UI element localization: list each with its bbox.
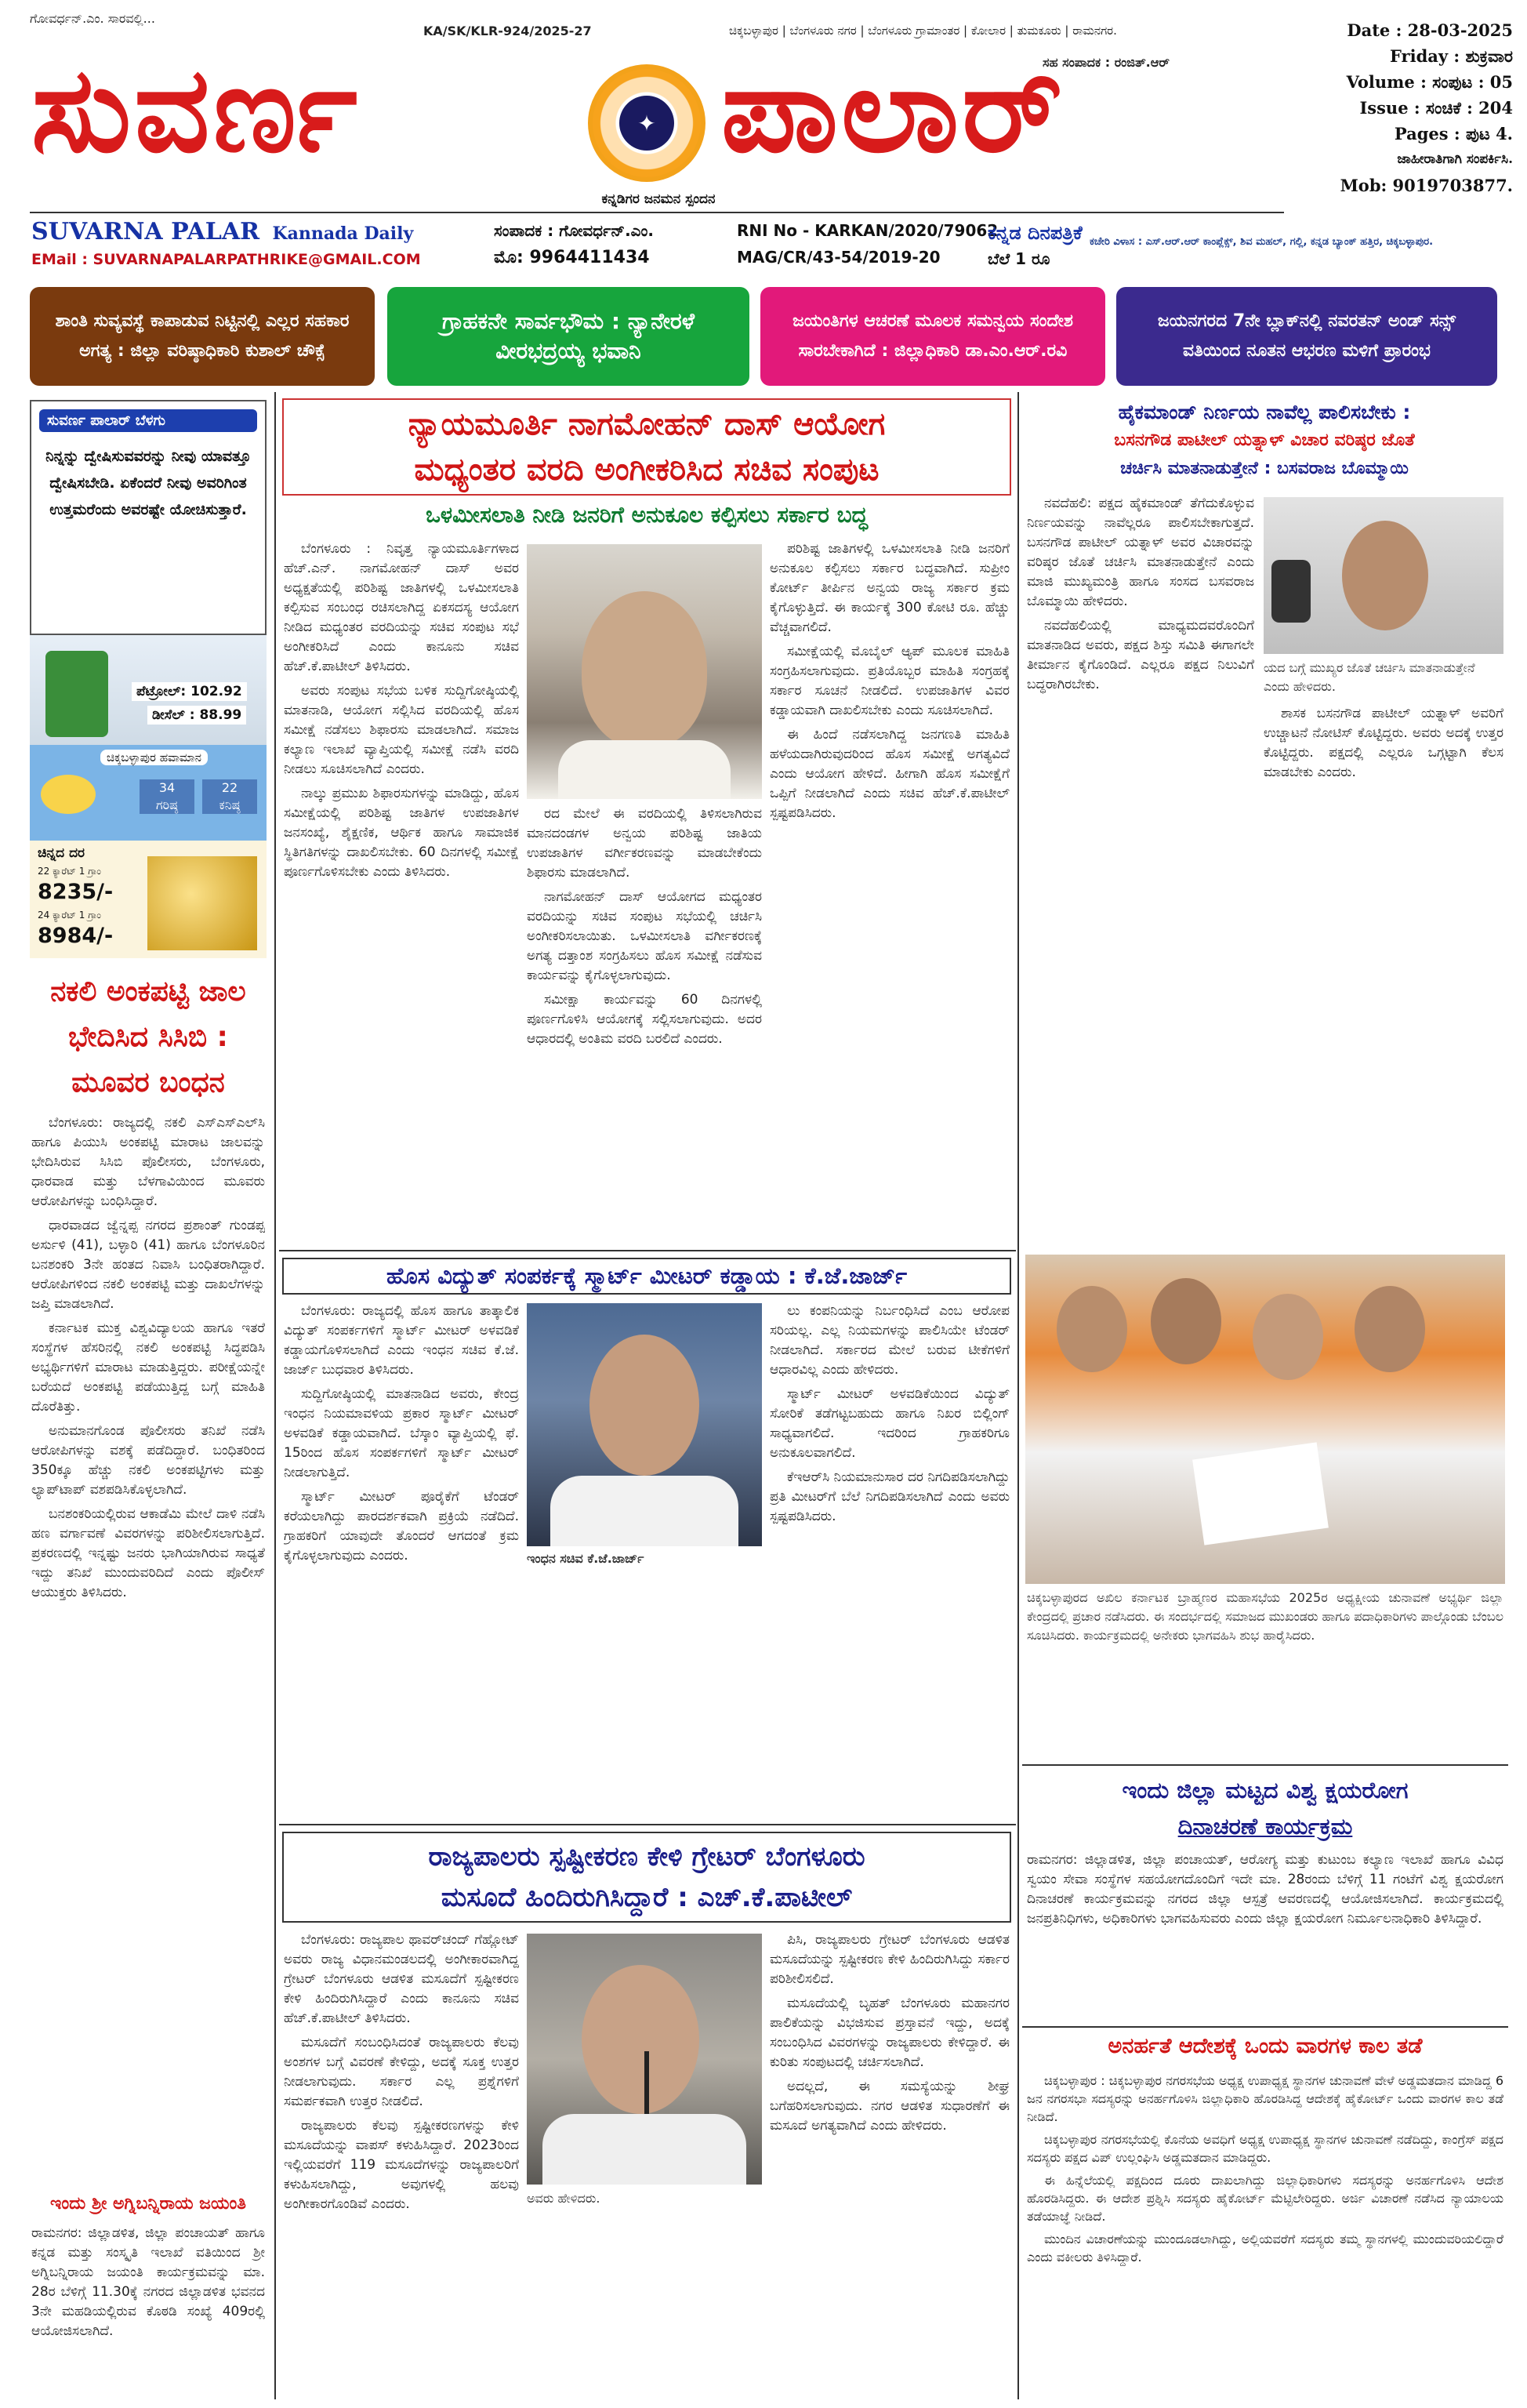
portrait-body-shape [550, 1476, 738, 1546]
issue-day: Friday : ಶುಕ್ರವಾರ [1390, 46, 1513, 66]
governor-photo-caption: ಅವರು ಹೇಳಿದರು. [527, 2191, 600, 2206]
petrol-price: ಪೆಟ್ರೋಲ್: 102.92 [132, 682, 247, 701]
promo-text-2: ಗ್ರಾಹಕನೇ ಸಾರ್ವಭೌಮ : ನ್ಯಾನೇರಳೆ ವೀರಭದ್ರಯ್ಯ ಭವಾನಿ [441, 308, 695, 364]
english-name [31, 218, 413, 245]
email-address: EMail : SUVARNAPALARPATHRIKE@GMAIL.COM [31, 251, 421, 268]
co-editor: ಸಹ ಸಂಪಾದಕ : ರಂಜಿತ್.ಆರ್ [1043, 55, 1170, 70]
fuel-price-box [30, 635, 267, 745]
sun-cloud-icon [41, 775, 96, 814]
lead-headline-line1: ನ್ಯಾಯಮೂರ್ತಿ ನಾಗಮೋಹನ್ ದಾಸ್ ಆಯೋಗ [408, 406, 886, 442]
mag-number: MAG/CR/43-54/2019-20 [737, 248, 941, 267]
person-shape-4 [1355, 1286, 1425, 1372]
right-top-headline [1025, 398, 1503, 483]
gold-24-price: 8984/- [38, 924, 114, 948]
tb-headline [1025, 1772, 1505, 1844]
price: ಬೆಲೆ 1 ರೂ [988, 249, 1050, 268]
right-top-headline-line3: ಚರ್ಚಿಸಿ ಮಾತನಾಡುತ್ತೇನೆ : ಬಸವರಾಜ ಬೊಮ್ಮಾಯಿ [1120, 459, 1409, 478]
meter-headline: ಹೊಸ ವಿದ್ಯುತ್ ಸಂಪರ್ಕಕ್ಕೆ ಸ್ಮಾರ್ಟ್ ಮೀಟರ್ ಕಡ್ಡಾಯ : ಕೆ.ಜೆ.ಜಾರ್ಜ್ [282, 1258, 1011, 1295]
governor-column-2 [770, 1930, 1010, 2393]
meter-col2-para-3: ಕೆಇಆರ್‌ಸಿ ನಿಯಮಾನುಸಾರ ದರ ನಿಗದಿಪಡಿಸಲಾಗಿದ್ದು ಪ್ರತಿ ಮೀಟರ್‌ಗೆ ಬೆಲೆ ನಿಗದಿಪಡಿಸಲಾಗಿದೆ ಎಂದು ಅವರು ಸ್ಪಷ್ಟಪಡಿಸಿದರು. [770, 1469, 1010, 1524]
masthead-title-left: ಸುವರ್ಣ [31, 41, 361, 179]
daily-quote-title: ಸುವರ್ಣ ಪಾಲಾರ್ ಬೆಳಗು [39, 409, 257, 432]
bommai-photo-caption: ಯದ ಬಗ್ಗೆ ಮುಖ್ಯರ ಜೊತೆ ಚರ್ಚಿಸಿ ಮಾತನಾಡುತ್ತೇನೆ ಎಂದು ಹೇಳಿದರು. [1264, 660, 1475, 694]
governor-headline-line1: ರಾಜ್ಯಪಾಲರು ಸ್ಪಷ್ಟೀಕರಣ ಕೇಳಿ ಗ್ರೇಟರ್ ಬೆಂಗಳೂರು [428, 1841, 865, 1872]
meter-col2-para-2: ಸ್ಮಾರ್ಟ್ ಮೀಟರ್ ಅಳವಡಿಕೆಯಿಂದ ವಿದ್ಯುತ್ ಸೋರಿಕೆ ತಡೆಗಟ್ಟಬಹುದು ಹಾಗೂ ನಿಖರ ಬಿಲ್ಲಿಂಗ್ ಸಾಧ್ಯವಾಗಲಿದೆ. ಇದರಿಂದ ಗ್ರಾಹಕರಿಗೂ ಅನುಕೂಲವಾಗಲಿದೆ. [770, 1386, 1010, 1461]
governor-photo [527, 1934, 762, 2185]
governor-headline-line2: ಮಸೂದೆ ಹಿಂದಿರುಗಿಸಿದ್ದಾರೆ : ಎಚ್.ಕೆ.ಪಾಟೀಲ್ [441, 1882, 853, 1913]
portrait-face-shape [589, 1335, 699, 1476]
promo-box-1[interactable] [30, 287, 375, 386]
fuel-pump-icon [45, 651, 108, 737]
lead-col3-para-2: ಸಮೀಕ್ಷೆಯಲ್ಲಿ ಮೊಬೈಲ್ ಆ್ಯಪ್ ಮೂಲಕ ಮಾಹಿತಿ ಸಂಗ್ರಹಿಸಲಾಗುವುದು. ಪ್ರತಿಯೊಬ್ಬರ ಮಾಹಿತಿ ಸಂಗ್ರಹಕ್ಕೆ ಸರ್ಕಾರ ಸೂಚನೆ ನೀಡಲಿದೆ. ಉಪಜಾತಿಗಳ ವಿವರ ಕಡ್ಡಾಯವಾಗಿ ದಾಖಲಿಸಬೇಕು ಎಂದು ಸೂಚಿಸಲಾಗಿದೆ. [770, 644, 1010, 718]
tagline: ಕನ್ನಡಿಗರ ಜನಮನ ಸ್ಪಂದನ [601, 191, 716, 207]
governor-col2-para-1: ಪಿಸಿ, ರಾಜ್ಯಪಾಲರು ಗ್ರೇಟರ್ ಬೆಂಗಳೂರು ಆಡಳಿತ ಮಸೂದೆಯನ್ನು ಸ್ಪಷ್ಟೀಕರಣ ಕೇಳಿ ಹಿಂದಿರುಗಿಸಿದ್ದು ಸರ್ಕಾರ ಪರಿಶೀಲಿಸಲಿದೆ. [770, 1932, 1010, 1987]
stay-para-3: ಈ ಹಿನ್ನೆಲೆಯಲ್ಲಿ ಪಕ್ಷದಿಂದ ದೂರು ದಾಖಲಾಗಿದ್ದು ಜಿಲ್ಲಾಧಿಕಾರಿಗಳು ಸದಸ್ಯರನ್ನು ಅನರ್ಹಗೊಳಿಸಿ ಆದೇಶ ಹೊರಡಿಸಿದ್ದರು. ಈ ಆದೇಶ ಪ್ರಶ್ನಿಸಿ ಸದಸ್ಯರು ಹೈಕೋರ್ಟ್ ಮೆಟ್ಟಿಲೇರಿದ್ದರು. ಅರ್ಜಿ ವಿಚಾರಣೆ ನಡೆಸಿದ ನ್ಯಾಯಾಲಯ ತಡೆಯಾಜ್ಞೆ ನೀಡಿದೆ. [1027, 2173, 1503, 2224]
masthead-title-right: ಪಾಲಾರ್ [721, 41, 1066, 179]
daily-quote-text: ನಿನ್ನನ್ನು ದ್ವೇಷಿಸುವವರನ್ನು ನೀವು ಯಾವತ್ತೂ ದ್ವೇಷಿಸಬೇಡಿ. ಏಕೆಂದರೆ ನೀವು ಅವರಿಗಿಂತ ಉತ್ತಮರೆಂದು ಅವರಷ್ಟೇ ಯೋಚಿಸುತ್ತಾರೆ. [45, 448, 251, 518]
english-name-main: SUVARNA PALAR [31, 218, 260, 245]
lead-col2-para-3: ಸಮೀಕ್ಷಾ ಕಾರ್ಯವನ್ನು 60 ದಿನಗಳಲ್ಲಿ ಪೂರ್ಣಗೊಳಿಸಿ ಆಯೋಗಕ್ಕೆ ಸಲ್ಲಿಸಲಾಗುವುದು. ಅದರ ಆಧಾರದಲ್ಲಿ ಅಂತಿಮ ವರದಿ ಬರಲಿದೆ ಎಂದರು. [527, 992, 762, 1047]
governor-col2-para-2: ಮಸೂದೆಯಲ್ಲಿ ಬೃಹತ್ ಬೆಂಗಳೂರು ಮಹಾನಗರ ಪಾಲಿಕೆಯನ್ನು ವಿಭಜಿಸುವ ಪ್ರಸ್ತಾವನೆ ಇದ್ದು, ಅದಕ್ಕೆ ಸಂಬಂಧಿಸಿದ ವಿವರಗಳನ್ನು ರಾಜ್ಯಪಾಲರು ಕೇಳಿದ್ದಾರೆ. ಈ ಕುರಿತು ಸಂಪುಟದಲ್ಲಿ ಚರ್ಚಿಸಲಾಗಿದೆ. [770, 1996, 1010, 2070]
masthead-divider [30, 212, 1284, 213]
right-top-para-2: ನವದೆಹಲಿಯಲ್ಲಿ ಮಾಧ್ಯಮದವರೊಂದಿಗೆ ಮಾತನಾಡಿದ ಅವರು, ಪಕ್ಷದ ಶಿಸ್ತು ಸಮಿತಿ ಈಗಾಗಲೇ ತೀರ್ಮಾನ ಕೈಗೊಂಡಿದೆ. ಎಲ್ಲರೂ ಪಕ್ಷದ ನಿಲುವಿಗೆ ಬದ್ಧರಾಗಿರಬೇಕು. [1027, 618, 1254, 692]
stay-headline: ಅನರ್ಹತೆ ಆದೇಶಕ್ಕೆ ಒಂದು ವಾರಗಳ ಕಾಲ ತಡೆ [1108, 2034, 1423, 2058]
max-temp-box [140, 779, 194, 814]
left-bottom-headline: ಇಂದು ಶ್ರೀ ಅಗ್ನಿಬನ್ನಿರಾಯ ಜಯಂತಿ [50, 2194, 246, 2214]
promo-text-1: ಶಾಂತಿ ಸುವ್ಯವಸ್ಥೆ ಕಾಪಾಡುವ ನಿಟ್ಟಿನಲ್ಲಿ ಎಲ್ಲರ ಸಹಕಾರ ಅಗತ್ಯ : ಜಿಲ್ಲಾ ವರಿಷ್ಠಾಧಿಕಾರಿ ಕುಶಾಲ್ ಚೌಕ್ಸೆ [55, 311, 350, 361]
right-top-para-3: ಶಾಸಕ ಬಸನಗೌಡ ಪಾಟೀಲ್ ಯತ್ನಾಳ್ ಅವರಿಗೆ ಉಚ್ಚಾಟನೆ ನೋಟಿಸ್ ಕೊಟ್ಟಿದ್ದರು. ಅವರು ಅದಕ್ಕೆ ಉತ್ತರ ಕೊಟ್ಟಿದ್ದರು. ಪಕ್ಷದಲ್ಲಿ ಎಲ್ಲರೂ ಒಗ್ಗಟ್ಟಾಗಿ ಕೆಲಸ ಮಾಡಬೇಕು ಎಂದರು. [1264, 706, 1503, 780]
meter-story-divider [279, 1250, 1016, 1251]
portrait-body-shape [542, 2114, 746, 2185]
gold-22-label: 22 ಕ್ಯಾರೆಟ್ 1 ಗ್ರಾಂ [38, 866, 101, 877]
left-story-para-5: ಬನಶಂಕರಿಯಲ್ಲಿರುವ ಆಕಾಡೆಮಿ ಮೇಲೆ ದಾಳಿ ನಡೆಸಿ ಹಣ ವರ್ಗಾವಣೆ ವಿವರಗಳನ್ನು ಪರಿಶೀಲಿಸಲಾಗುತ್ತಿದೆ. ಪ್ರಕರಣದಲ್ಲಿ ಇನ್ನಷ್ಟು ಜನರು ಭಾಗಿಯಾಗಿರುವ ಸಾಧ್ಯತೆ ಇದ್ದು ತನಿಖೆ ಮುಂದುವರಿದಿದೆ ಎಂದು ಪೊಲೀಸ್ ಆಯುಕ್ತರು ತಿಳಿಸಿದರು. [31, 1506, 265, 1600]
column-divider-right [1017, 392, 1019, 2399]
left-bottom-body: ರಾಮನಗರ: ಜಿಲ್ಲಾಡಳಿತ, ಜಿಲ್ಲಾ ಪಂಚಾಯತ್ ಹಾಗೂ ಕನ್ನಡ ಮತ್ತು ಸಂಸ್ಕೃತಿ ಇಲಾಖೆ ವತಿಯಿಂದ ಶ್ರೀ ಅಗ್ನಿಬನ್ನಿರಾಯ ಜಯಂತಿ ಕಾರ್ಯಕ್ರಮವನ್ನು ಮಾ. 28ರ ಬೆಳಿಗ್ಗೆ 11.30ಕ್ಕೆ ನಗರದ ಜಿಲ್ಲಾಡಳಿತ ಭವನದ 3ನೇ ಮಹಡಿಯಲ್ಲಿರುವ ಕೊಠಡಿ ಸಂಖ್ಯೆ 409ರಲ್ಲಿ ಆಯೋಜಿಸಲಾಗಿದೆ. [31, 2225, 265, 2339]
gold-bars-icon [147, 856, 257, 950]
lead-col2-para-1: ರದ ಮೇಲೆ ಈ ವರದಿಯಲ್ಲಿ ತಿಳಿಸಲಾಗಿರುವ ಮಾನದಂಡಗಳ ಅನ್ವಯ ಪರಿಶಿಷ್ಟ ಜಾತಿಯ ಉಪಜಾತಿಗಳ ವರ್ಗೀಕರಣವನ್ನು ಮಾಡಬೇಕೆಂದು ಶಿಫಾರಸು ಮಾಡಲಾಗಿದೆ. [527, 806, 762, 881]
daily-quote-box [30, 400, 267, 635]
bommai-photo [1264, 497, 1503, 654]
meter-col1-para-2: ಸುದ್ದಿಗೋಷ್ಠಿಯಲ್ಲಿ ಮಾತನಾಡಿದ ಅವರು, ಕೇಂದ್ರ ಇಂಧನ ನಿಯಮಾವಳಿಯ ಪ್ರಕಾರ ಸ್ಮಾರ್ಟ್ ಮೀಟರ್ ಅಳವಡಿಕೆ ಕಡ್ಡಾಯವಾಗಿದೆ. ಬೆಸ್ಕಾಂ ವ್ಯಾಪ್ತಿಯಲ್ಲಿ ಫೆ. 15ರಿಂದ ಹೊಸ ಸಂಪರ್ಕಗಳಿಗೆ ಸ್ಮಾರ್ಟ್ ಮೀಟರ್ ನೀಡಲಾಗುತ್ತಿದೆ. [284, 1386, 519, 1480]
stay-body [1027, 2072, 1503, 2401]
governor-story-divider [279, 1824, 1016, 1825]
meter-col2-para-1: ಲು ಕಂಪನಿಯನ್ನು ನಿರ್ಬಂಧಿಸಿದೆ ಎಂಬ ಆರೋಪ ಸರಿಯಲ್ಲ. ಎಲ್ಲ ನಿಯಮಗಳನ್ನು ಪಾಲಿಸಿಯೇ ಟೆಂಡರ್ ನೀಡಲಾಗಿದೆ. ಸರ್ಕಾರದ ಮೇಲೆ ಬರುವ ಟೀಕೆಗಳಿಗೆ ಆಧಾರವಿಲ್ಲ ಎಂದು ಹೇಳಿದರು. [770, 1303, 1010, 1378]
governor-col1-para-1: ಬೆಂಗಳೂರು: ರಾಜ್ಯಪಾಲ ಥಾವರ್‌ಚಂದ್ ಗೆಹ್ಲೋಟ್ ಅವರು ರಾಜ್ಯ ವಿಧಾನಮಂಡಲದಲ್ಲಿ ಅಂಗೀಕಾರವಾಗಿದ್ದ ಗ್ರೇಟರ್ ಬೆಂಗಳೂರು ಆಡಳಿತ ಮಸೂದೆಗೆ ಸ್ಪಷ್ಟೀಕರಣ ಕೇಳಿ ಹಿಂದಿರುಗಿಸಿದ್ದಾರೆ ಎಂದು ಕಾನೂನು ಸಚಿವ ಹೆಚ್.ಕೆ.ಪಾಟೀಲ್ ತಿಳಿಸಿದರು. [284, 1932, 519, 2026]
left-story-para-1: ಬೆಂಗಳೂರು: ರಾಜ್ಯದಲ್ಲಿ ನಕಲಿ ಎಸ್‌ಎಸ್‌ಎಲ್‌ಸಿ ಹಾಗೂ ಪಿಯುಸಿ ಅಂಕಪಟ್ಟಿ ಮಾರಾಟ ಜಾಲವನ್ನು ಭೇದಿಸಿರುವ ಸಿಸಿಬಿ ಪೊಲೀಸರು, ಬೆಂಗಳೂರು, ಧಾರವಾಡ ಮತ್ತು ಬೆಳಗಾವಿಯಿಂದ ಮೂವರು ಆರೋಪಿಗಳನ್ನು ಬಂಧಿಸಿದ್ದಾರೆ. [31, 1115, 265, 1209]
left-story-para-3: ಕರ್ನಾಟಕ ಮುಕ್ತ ವಿಶ್ವವಿದ್ಯಾಲಯ ಹಾಗೂ ಇತರೆ ಸಂಸ್ಥೆಗಳ ಹೆಸರಿನಲ್ಲಿ ನಕಲಿ ಅಂಕಪಟ್ಟಿ ಸಿದ್ಧಪಡಿಸಿ ಅಭ್ಯರ್ಥಿಗಳಿಗೆ ಮಾರಾಟ ಮಾಡುತ್ತಿದ್ದರು. ಪರೀಕ್ಷೆಯನ್ನೇ ಬರೆಯದೆ ಅಂಕಪಟ್ಟಿ ಪಡೆಯುತ್ತಿದ್ದ ಬಗ್ಗೆ ಮಾಹಿತಿ ದೊರೆತಿತ್ತು. [31, 1320, 265, 1415]
editor-name: ಸಂಪಾದಕ : ಗೋವರ್ಧನ್.ಎಂ. [494, 221, 654, 240]
portrait-face-shape [582, 1965, 699, 2114]
person-shape-3 [1253, 1294, 1323, 1380]
right-top-column-1 [1027, 494, 1254, 1255]
lead-column-3 [770, 539, 1010, 1245]
gold-22-price: 8235/- [38, 880, 114, 904]
group-photo [1025, 1255, 1505, 1584]
gold-price-box [30, 841, 267, 958]
issue-number: Issue : ಸಂಚಿಕೆ : 204 [1359, 98, 1513, 118]
meter-col1-para-1: ಬೆಂಗಳೂರು: ರಾಜ್ಯದಲ್ಲಿ ಹೊಸ ಹಾಗೂ ತಾತ್ಕಾಲಿಕ ವಿದ್ಯುತ್ ಸಂಪರ್ಕಗಳಿಗೆ ಸ್ಮಾರ್ಟ್ ಮೀಟರ್ ಅಳವಡಿಕೆ ಕಡ್ಡಾಯಗೊಳಿಸಲಾಗಿದೆ ಎಂದು ಇಂಧನ ಸಚಿವ ಕೆ.ಜೆ. ಜಾರ್ಜ್ ಬುಧವಾರ ತಿಳಿಸಿದರು. [284, 1303, 519, 1378]
governor-col2-para-3: ಅದಲ್ಲದೆ, ಈ ಸಮಸ್ಯೆಯನ್ನು ಶೀಘ್ರ ಬಗೆಹರಿಸಲಾಗುವುದು. ನಗರ ಆಡಳಿತ ಸುಧಾರಣೆಗೆ ಈ ಮಸೂದೆ ಅಗತ್ಯವಾಗಿದೆ ಎಂದು ಹೇಳಿದರು. [770, 2079, 1010, 2134]
left-story-headline: ನಕಲಿ ಅಂಕಪಟ್ಟಿ ಜಾಲ ಭೇದಿಸಿದ ಸಿಸಿಬಿ : ಮೂವರ ಬಂಧನ [50, 975, 246, 1099]
meter-photo [527, 1303, 762, 1546]
promo-text-4: ಜಯನಗರದ 7ನೇ ಬ್ಲಾಕ್‌ನಲ್ಲಿ ನವರತನ್ ಅಂಡ್ ಸನ್ಸ್ ವತಿಯಿಂದ ನೂತನ ಆಭರಣ ಮಳಿಗೆ ಪ್ರಾರಂಭ [1157, 311, 1456, 361]
right-top-column-2 [1264, 704, 1503, 1253]
lead-col3-para-3: ಈ ಹಿಂದೆ ನಡೆಸಲಾಗಿದ್ದ ಜನಗಣತಿ ಮಾಹಿತಿ ಹಳೆಯದಾಗಿರುವುದರಿಂದ ಹೊಸ ಸಮೀಕ್ಷೆ ಅಗತ್ಯವಿದೆ ಎಂದು ಆಯೋಗ ಹೇಳಿದೆ. ಹೀಗಾಗಿ ಹೊಸ ಸಮೀಕ್ಷೆಗೆ ಒಪ್ಪಿಗೆ ನೀಡಲಾಗಿದೆ ಎಂದು ಸಚಿವ ಹೆಚ್.ಕೆ.ಪಾಟೀಲ್ ಸ್ಪಷ್ಟಪಡಿಸಿದರು. [770, 727, 1010, 821]
person-shape-2 [1151, 1278, 1221, 1364]
masthead-logo [588, 64, 705, 182]
issue-date: Date : 28-03-2025 [1347, 20, 1513, 40]
portrait-body-shape [558, 740, 731, 799]
governor-headline [282, 1832, 1011, 1923]
issue-volume: Volume : ಸಂಪುಟ : 05 [1346, 72, 1513, 92]
lead-col3-para-1: ಪರಿಶಿಷ್ಟ ಜಾತಿಗಳಲ್ಲಿ ಒಳಮೀಸಲಾತಿ ನೀಡಿ ಜನರಿಗೆ ಅನುಕೂಲ ಕಲ್ಪಿಸಲು ಸರ್ಕಾರ ಬದ್ಧವಾಗಿದೆ. ಸುಪ್ರೀಂ ಕೋರ್ಟ್ ತೀರ್ಪಿನ ಅನ್ವಯ ರಾಜ್ಯ ಸರ್ಕಾರ ಕ್ರಮ ಕೈಗೊಳ್ಳುತ್ತಿದೆ. ಈ ಕಾರ್ಯಕ್ಕೆ 300 ಕೋಟಿ ರೂ. ಹೆಚ್ಚು ವೆಚ್ಚವಾಗಲಿದೆ. [770, 541, 1010, 635]
tb-body: ರಾಮನಗರ: ಜಿಲ್ಲಾಡಳಿತ, ಜಿಲ್ಲಾ ಪಂಚಾಯತ್, ಆರೋಗ್ಯ ಮತ್ತು ಕುಟುಂಬ ಕಲ್ಯಾಣ ಇಲಾಖೆ ಹಾಗೂ ವಿವಿಧ ಸ್ವಯಂ ಸೇವಾ ಸಂಸ್ಥೆಗಳ ಸಹಯೋಗದೊಂದಿಗೆ ಇದೇ ಮಾ. 28ರಂದು ಬೆಳಿಗ್ಗೆ 11 ಗಂಟೆಗೆ ವಿಶ್ವ ಕ್ಷಯರೋಗ ದಿನಾಚರಣೆ ಕಾರ್ಯಕ್ರಮವನ್ನು ನಗರದ ಜಿಲ್ಲಾ ಆಸ್ಪತ್ರೆ ಆವರಣದಲ್ಲಿ ಆಯೋಜಿಸಲಾಗಿದೆ. ಕಾರ್ಯಕ್ರಮದಲ್ಲಿ ಜನಪ್ರತಿನಿಧಿಗಳು, ಅಧಿಕಾರಿಗಳು ಭಾಗವಹಿಸುವರು ಎಂದು ಜಿಲ್ಲಾ ಕ್ಷಯರೋಗ ನಿರ್ಮೂಲನಾಧಿಕಾರಿ ತಿಳಿಸಿದ್ದಾರೆ. [1027, 1852, 1503, 1927]
min-temp-label: ಕನಿಷ್ಠ [219, 797, 241, 812]
edition-list: ಚಿಕ್ಕಬಳ್ಳಾಪುರ | ಬೆಂಗಳೂರು ನಗರ | ಬೆಂಗಳೂರು ಗ್ರಾಮಾಂತರ | ಕೋಲಾರ | ತುಮಕೂರು | ರಾಮನಗರ. [729, 24, 1117, 38]
lead-headline-line2: ಮಧ್ಯಂತರ ವರದಿ ಅಂಗೀಕರಿಸಿದ ಸಚಿವ ಸಂಪುಟ [414, 452, 880, 488]
lead-photo [527, 544, 762, 799]
right-top-headline-line2: ಬಸನಗೌಡ ಪಾಟೀಲ್ ಯತ್ನಾಳ್ ವಿಚಾರ ವರಿಷ್ಠರ ಜೊತೆ [1114, 430, 1415, 450]
governor-col1-para-3: ರಾಜ್ಯಪಾಲರು ಕೆಲವು ಸ್ಪಷ್ಟೀಕರಣಗಳನ್ನು ಕೇಳಿ ಮಸೂದೆಯನ್ನು ವಾಪಸ್ ಕಳುಹಿಸಿದ್ದಾರೆ. 2023ರಿಂದ ಇಲ್ಲಿಯವರೆಗೆ 119 ಮಸೂದೆಗಳನ್ನು ರಾಜ್ಯಪಾಲರಿಗೆ ಕಳುಹಿಸಲಾಗಿದ್ದು, ಅವುಗಳಲ್ಲಿ ಹಲವು ಅಂಗೀಕಾರಗೊಂಡಿವೆ ಎಂದರು. [284, 2118, 519, 2212]
weather-box [30, 745, 267, 841]
diesel-price: ಡೀಸೆಲ್ : 88.99 [147, 706, 246, 725]
min-temp-box [202, 779, 257, 814]
lead-column-2 [527, 804, 762, 1244]
document-shape [1192, 1442, 1329, 1545]
lead-headline [282, 398, 1011, 496]
promo-text-3: ಜಯಂತಿಗಳ ಆಚರಣೆ ಮೂಲಕ ಸಮನ್ವಯ ಸಂದೇಶ ಸಾರಬೇಕಾಗಿದೆ : ಜಿಲ್ಲಾಧಿಕಾರಿ ಡಾ.ಎಂ.ಆರ್.ರವಿ [793, 311, 1073, 361]
left-story-para-2: ಧಾರವಾಡದ ಜ್ವೆನ್ನಪ್ಪ ನಗರದ ಪ್ರಶಾಂತ್ ಗುಂಡಪ್ಪ ಅರ್ಸುಳಿ (41), ಬಳ್ಳಾರಿ (41) ಹಾಗೂ ಬೆಂಗಳೂರಿನ ಬನಶಂಕರಿ 3ನೇ ಹಂತದ ನಿವಾಸಿ ಬಂಧಿತರಾಗಿದ್ದಾರೆ. ಆರೋಪಿಗಳಿಂದ ನಕಲಿ ಅಂಕಪಟ್ಟಿ ಮತ್ತು ದಾಖಲೆಗಳನ್ನು ಜಪ್ತಿ ಮಾಡಲಾಗಿದೆ. [31, 1218, 265, 1312]
stay-para-2: ಚಿಕ್ಕಬಳ್ಳಾಪುರ ನಗರಸಭೆಯಲ್ಲಿ ಕೊನೆಯ ಅವಧಿಗೆ ಅಧ್ಯಕ್ಷ ಉಪಾಧ್ಯಕ್ಷ ಸ್ಥಾನಗಳ ಚುನಾವಣೆ ನಡೆದಿದ್ದು, ಕಾಂಗ್ರೆಸ್ ಪಕ್ಷದ ಸದಸ್ಯರು ಪಕ್ಷದ ವಿಪ್ ಉಲ್ಲಂಘಿಸಿ ಅಡ್ಡಮತದಾನ ಮಾಡಿದ್ದರು. [1027, 2132, 1503, 2165]
right-top-para-1: ನವದೆಹಲಿ: ಪಕ್ಷದ ಹೈಕಮಾಂಡ್ ತೆಗೆದುಕೊಳ್ಳುವ ನಿರ್ಣಯವನ್ನು ನಾವೆಲ್ಲರೂ ಪಾಲಿಸಬೇಕಾಗುತ್ತದೆ. ಬಸನಗೌಡ ಪಾಟೀಲ್ ಯತ್ನಾಳ್ ಅವರ ವಿಚಾರವನ್ನು ವರಿಷ್ಠರ ಜೊತೆ ಚರ್ಚಿಸಿ ಮಾತನಾಡುತ್ತೇನೆ ಎಂದು ಮಾಜಿ ಮುಖ್ಯಮಂತ್ರಿ ಹಾಗೂ ಸಂಸದ ಬಸವರಾಜ ಬೊಮ್ಮಾಯಿ ಹೇಳಿದರು. [1027, 496, 1254, 609]
promo-box-3[interactable] [760, 287, 1105, 386]
max-temp-label: ಗರಿಷ್ಠ [156, 797, 178, 812]
promo-box-2[interactable] [387, 287, 749, 386]
governor-col1-para-2: ಮಸೂದೆಗೆ ಸಂಬಂಧಿಸಿದಂತೆ ರಾಜ್ಯಪಾಲರು ಕೆಲವು ಅಂಶಗಳ ಬಗ್ಗೆ ವಿವರಣೆ ಕೇಳಿದ್ದು, ಅದಕ್ಕೆ ಸೂಕ್ತ ಉತ್ತರ ನೀಡಲಾಗುವುದು. ಸರ್ಕಾರ ಎಲ್ಲ ಪ್ರಶ್ನೆಗಳಿಗೆ ಸಮರ್ಪಕವಾಗಿ ಉತ್ತರ ನೀಡಲಿದೆ. [284, 2035, 519, 2109]
left-story-body [31, 1113, 265, 2094]
right-top-headline-line1: ಹೈಕಮಾಂಡ್ ನಿರ್ಣಯ ನಾವೆಲ್ಲ ಪಾಲಿಸಬೇಕು : [1118, 401, 1411, 423]
gold-title: ಚಿನ್ನದ ದರ [38, 845, 85, 861]
registration-number: KA/SK/KLR-924/2025-27 [423, 24, 592, 38]
promo-box-4[interactable] [1116, 287, 1497, 386]
top-editor-line: ಗೋವರ್ಧನ್.ಎಂ. ಸಾರವಲ್ಲಿ... [30, 11, 155, 26]
tb-headline-line2: ದಿನಾಚರಣೆ ಕಾರ್ಯಕ್ರಮ [1177, 1813, 1353, 1840]
left-story-para-4: ಅನುಮಾನಗೊಂಡ ಪೊಲೀಸರು ತನಿಖೆ ನಡೆಸಿ ಆರೋಪಿಗಳನ್ನು ವಶಕ್ಕೆ ಪಡೆದಿದ್ದಾರೆ. ಬಂಧಿತರಿಂದ 350ಕ್ಕೂ ಹೆಚ್ಚು ನಕಲಿ ಅಂಕಪಟ್ಟಿಗಳು ಮತ್ತು ಲ್ಯಾಪ್‌ಟಾಪ್ ವಶಪಡಿಸಿಕೊಳ್ಳಲಾಗಿದೆ. [31, 1423, 265, 1498]
tb-story-divider [1022, 1764, 1508, 1766]
lead-col1-para-1: ಬೆಂಗಳೂರು : ನಿವೃತ್ತ ನ್ಯಾಯಮೂರ್ತಿಗಳಾದ ಹೆಚ್.ಎನ್. ನಾಗಮೋಹನ್ ದಾಸ್ ಅವರ ಅಧ್ಯಕ್ಷತೆಯಲ್ಲಿ ಪರಿಶಿಷ್ಟ ಜಾತಿಗಳಲ್ಲಿ ಒಳಮೀಸಲಾತಿ ಕಲ್ಪಿಸುವ ಸಂಬಂಧ ರಚಿಸಲಾಗಿದ್ದ ಏಕಸದಸ್ಯ ಆಯೋಗ ನೀಡಿದ ಮಧ್ಯಂತರ ವರದಿಯನ್ನು ಸಚಿವ ಸಂಪುಟ ಸಭೆ ಅಂಗೀಕರಿಸಿದೆ ಎಂದು ಕಾನೂನು ಸಚಿವ ಹೆಚ್.ಕೆ.ಪಾಟೀಲ್ ತಿಳಿಸಿದರು. [284, 541, 519, 674]
editor-phone: ಮೊ: 9964411434 [494, 248, 650, 267]
stay-story-divider [1022, 2026, 1508, 2028]
date-block [1333, 17, 1513, 198]
lead-column-1 [284, 539, 519, 1245]
lead-col2-para-2: ನಾಗಮೋಹನ್ ದಾಸ್ ಆಯೋಗದ ಮಧ್ಯಂತರ ವರದಿಯನ್ನು ಸಚಿವ ಸಂಪುಟ ಸಭೆಯಲ್ಲಿ ಚರ್ಚಿಸಿ ಅಂಗೀಕರಿಸಲಾಯಿತು. ಒಳಮೀಸಲಾತಿ ವರ್ಗೀಕರಣಕ್ಕೆ ಅಗತ್ಯ ದತ್ತಾಂಶ ಸಂಗ್ರಹಿಸಲು ಹೊಸ ಸಮೀಕ್ಷೆ ನಡೆಸುವ ಕಾರ್ಯವನ್ನು ಕೈಗೊಳ್ಳಲಾಗುವುದು. [527, 889, 762, 983]
person-shape-1 [1057, 1286, 1127, 1372]
group-photo-caption: ಚಿಕ್ಕಬಳ್ಳಾಪುರದ ಅಖಿಲ ಕರ್ನಾಟಕ ಬ್ರಾಹ್ಮಣರ ಮಹಾಸಭೆಯ 2025ರ ಅಧ್ಯಕ್ಷೀಯ ಚುನಾವಣೆ ಅಭ್ಯರ್ಥಿ ಜಿಲ್ಲಾ ಕೇಂದ್ರದಲ್ಲಿ ಪ್ರಚಾರ ನಡೆಸಿದರು. ಈ ಸಂದರ್ಭದಲ್ಲಿ ಸಮಾಜದ ಮುಖಂಡರು ಹಾಗೂ ಪದಾಧಿಕಾರಿಗಳು ಪಾಲ್ಗೊಂಡು ಬೆಂಬಲ ಸೂಚಿಸಿದರು. ಕಾರ್ಯಕ್ರಮದಲ್ಲಿ ಅನೇಕರು ಭಾಗವಹಿಸಿ ಶುಭ ಹಾರೈಸಿದರು. [1027, 1590, 1503, 1643]
weather-title: ಚಿಕ್ಕಬಳ್ಳಾಪುರ ಹವಾಮಾನ [100, 750, 208, 765]
daily-label: ಕನ್ನಡ ದಿನಪತ್ರಿಕೆ [988, 221, 1083, 244]
stay-para-1: ಚಿಕ್ಕಬಳ್ಳಾಪುರ : ಚಿಕ್ಕಬಳ್ಳಾಪುರ ನಗರಸಭೆಯ ಅಧ್ಯಕ್ಷ ಉಪಾಧ್ಯಕ್ಷ ಸ್ಥಾನಗಳ ಚುನಾವಣೆ ವೇಳೆ ಅಡ್ಡಮತದಾನ ಮಾಡಿದ್ದ 6 ಜನ ನಗರಸಭಾ ಸದಸ್ಯರನ್ನು ಅನರ್ಹಗೊಳಿಸಿ ಜಿಲ್ಲಾಧಿಕಾರಿ ಹೊರಡಿಸಿದ್ದ ಆದೇಶಕ್ಕೆ ಹೈಕೋರ್ಟ್ ಒಂದು ವಾರಗಳ ಕಾಲ ತಡೆ ನೀಡಿದೆ. [1027, 2073, 1503, 2124]
rni-number: RNI No - KARKAN/2020/79062 [737, 221, 999, 240]
max-temp: 34 [158, 780, 176, 795]
stay-para-4: ಮುಂದಿನ ವಿಚಾರಣೆಯನ್ನು ಮುಂದೂಡಲಾಗಿದ್ದು, ಅಲ್ಲಿಯವರೆಗೆ ಸದಸ್ಯರು ತಮ್ಮ ಸ್ಥಾನಗಳಲ್ಲಿ ಮುಂದುವರಿಯಲಿದ್ದಾರೆ ಎಂದು ವಕೀಲರು ತಿಳಿಸಿದ್ದಾರೆ. [1027, 2232, 1503, 2265]
meter-photo-caption: ಇಂಧನ ಸಚಿವ ಕೆ.ಜೆ.ಜಾರ್ಜ್ [527, 1551, 644, 1566]
meter-column-2 [770, 1302, 1010, 1819]
gold-24-label: 24 ಕ್ಯಾರೆಟ್ 1 ಗ್ರಾಂ [38, 910, 101, 921]
english-name-sub: Kannada Daily [272, 223, 414, 244]
meter-column-1 [284, 1302, 519, 1819]
mobile-number: Mob: 9019703877. [1340, 176, 1513, 195]
ad-contact-label: ಜಾಹೀರಾತಿಗಾಗಿ ಸಂಪರ್ಕಿಸಿ. [1397, 151, 1513, 167]
portrait-face-shape [582, 591, 707, 748]
min-temp: 22 [221, 780, 238, 795]
lead-col1-para-2: ಅವರು ಸಂಪುಟ ಸಭೆಯ ಬಳಿಕ ಸುದ್ದಿಗೋಷ್ಠಿಯಲ್ಲಿ ಮಾತನಾಡಿ, ಆಯೋಗ ಸಲ್ಲಿಸಿದ ವರದಿಯಲ್ಲಿ ಹೊಸ ಸಮೀಕ್ಷೆ ನಡೆಸಲು ಶಿಫಾರಸು ಮಾಡಲಾಗಿದೆ. ಸಮಾಜ ಕಲ್ಯಾಣ ಇಲಾಖೆ ವ್ಯಾಪ್ತಿಯಲ್ಲಿ ಸಮೀಕ್ಷೆ ನಡೆಸಿ ವರದಿ ನೀಡಲು ಸೂಚಿಸಲಾಗಿದೆ ಎಂದರು. [284, 683, 519, 777]
issue-pages: Pages : ಪುಟ 4. [1394, 124, 1513, 143]
office-address: ಕಚೇರಿ ವಿಳಾಸ : ಎಸ್.ಆರ್.ಆರ್ ಕಾಂಪ್ಲೆಕ್ಸ್, ಶಿವ ಮಹಲ್, ಗಲ್ಲಿ, ಕನ್ನಡ ಬ್ಯಾಂಕ್ ಹತ್ತಿರ, ಚಿಕ್ಕಬಳ್ಳಾಪುರ. [1090, 236, 1434, 248]
microphone-icon [1271, 560, 1311, 623]
lead-subhead: ಒಳಮೀಸಲಾತಿ ನೀಡಿ ಜನರಿಗೆ ಅನುಕೂಲ ಕಲ್ಪಿಸಲು ಸರ್ಕಾರ ಬದ್ಧ [426, 502, 868, 528]
portrait-face-shape [1342, 521, 1428, 630]
logo-emblem-icon: ✦ [619, 96, 674, 151]
governor-column-1 [284, 1930, 519, 2393]
tb-headline-line1: ಇಂದು ಜಿಲ್ಲಾ ಮಟ್ಟದ ವಿಶ್ವ ಕ್ಷಯರೋಗ [1122, 1777, 1409, 1803]
lead-col1-para-3: ನಾಲ್ಕು ಪ್ರಮುಖ ಶಿಫಾರಸುಗಳನ್ನು ಮಾಡಿದ್ದು, ಹೊಸ ಸಮೀಕ್ಷೆಯಲ್ಲಿ ಪರಿಶಿಷ್ಟ ಜಾತಿಗಳ ಉಪಜಾತಿಗಳ ಜನಸಂಖ್ಯೆ, ಶೈಕ್ಷಣಿಕ, ಆರ್ಥಿಕ ಹಾಗೂ ಸಾಮಾಜಿಕ ಸ್ಥಿತಿಗತಿಗಳನ್ನು ದಾಖಲಿಸಬೇಕು. 60 ದಿನಗಳಲ್ಲಿ ಸಮೀಕ್ಷೆ ಪೂರ್ಣಗೊಳಿಸಬೇಕು ಎಂದು ತಿಳಿಸಿದರು. [284, 786, 519, 880]
column-divider-left [274, 392, 276, 2399]
meter-col1-para-3: ಸ್ಮಾರ್ಟ್ ಮೀಟರ್ ಪೂರೈಕೆಗೆ ಟೆಂಡರ್ ಕರೆಯಲಾಗಿದ್ದು ಪಾರದರ್ಶಕವಾಗಿ ಪ್ರಕ್ರಿಯೆ ನಡೆದಿದೆ. ಗ್ರಾಹಕರಿಗೆ ಯಾವುದೇ ತೊಂದರೆ ಆಗದಂತೆ ಕ್ರಮ ಕೈಗೊಳ್ಳಲಾಗುವುದು ಎಂದರು. [284, 1489, 519, 1564]
